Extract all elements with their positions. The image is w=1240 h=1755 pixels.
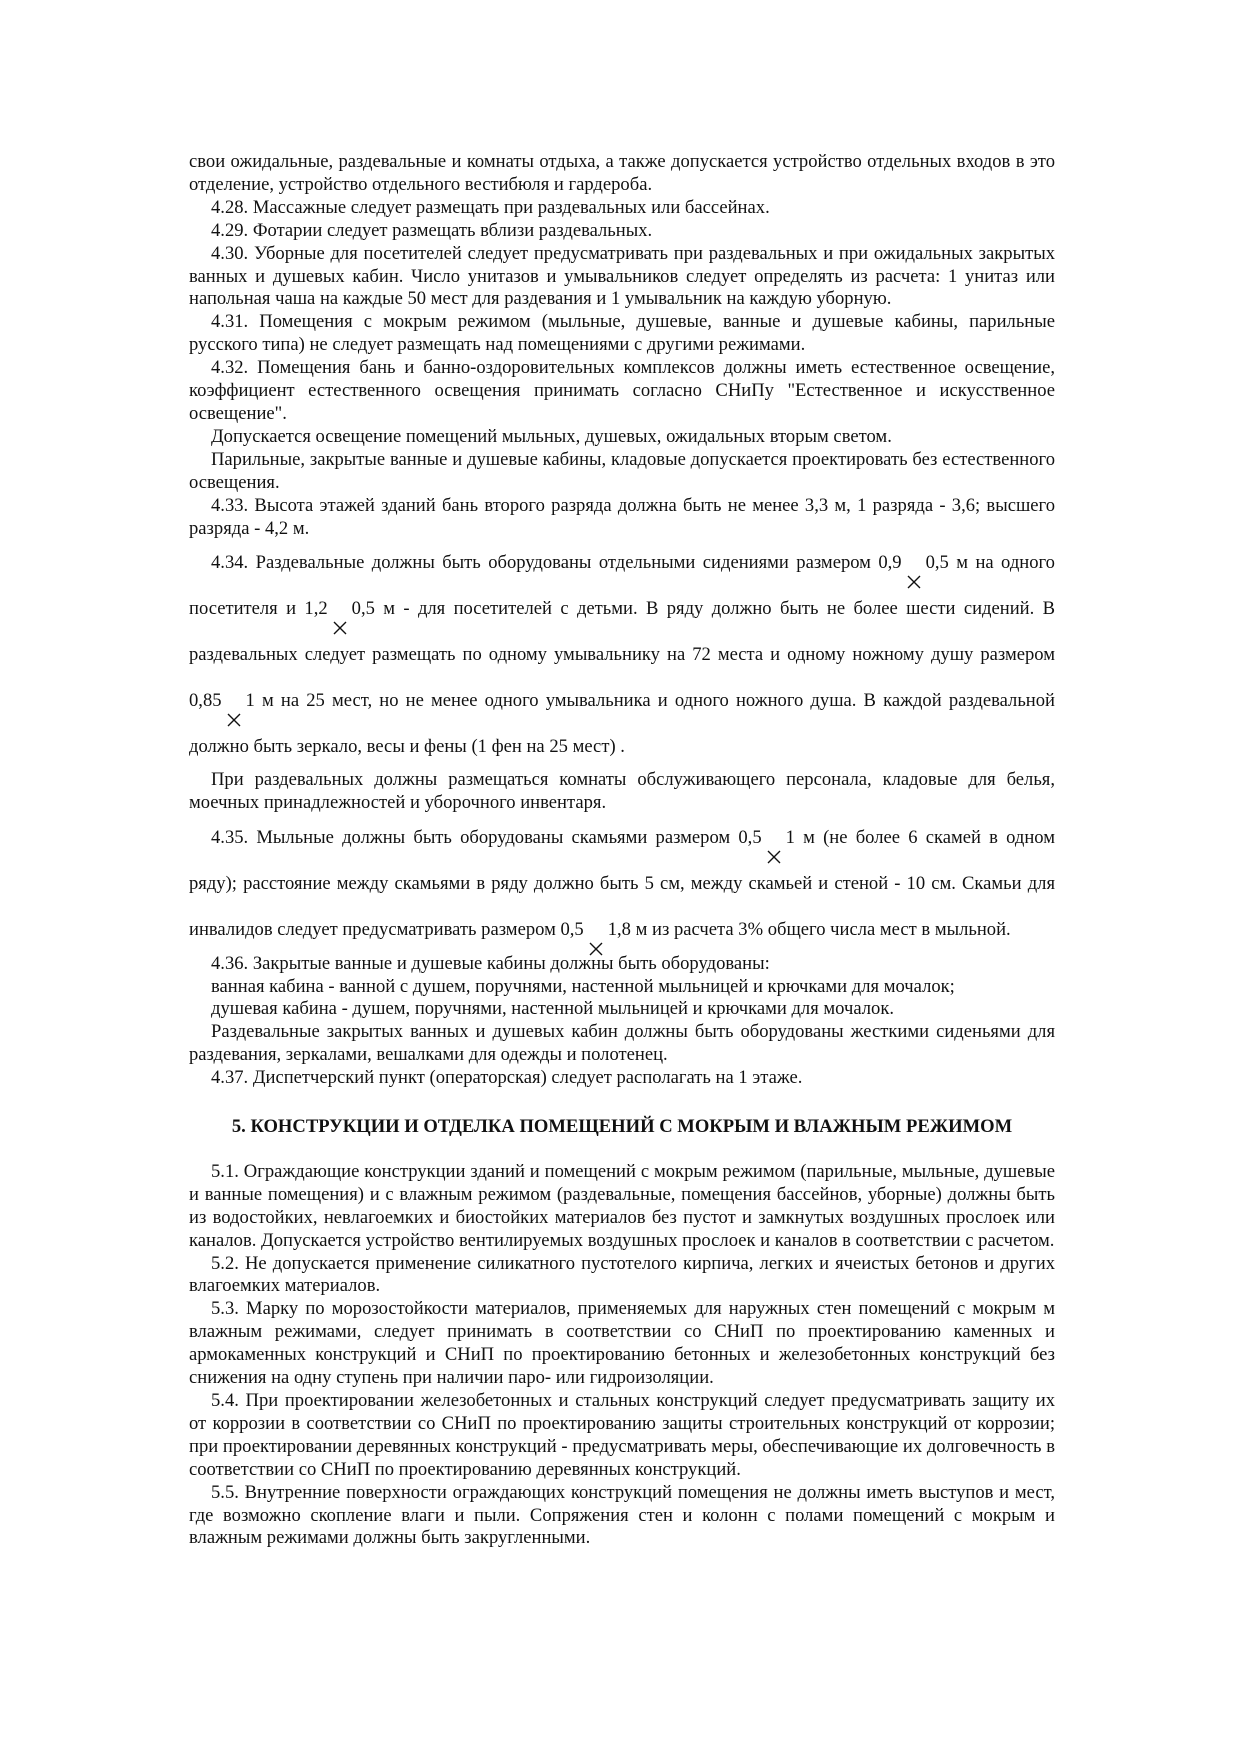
multiplication-sign-icon — [584, 934, 608, 935]
paragraph-no-natural-light: Парильные, закрытые ванные и душевые кабины, кладовые допускается проектировать без естественного освещения. — [189, 448, 1055, 493]
paragraph-second-light: Допускается освещение помещений мыльных, душевых, ожидальных вторым светом. — [211, 425, 892, 447]
multiplication-sign-icon — [328, 613, 352, 614]
paragraph-4-31: 4.31. Помещения с мокрым режимом (мыльные, душевые, ванные и душевые кабины, парильные русского типа) не следует размещать над помещениями с другими режимами. — [189, 311, 1055, 356]
paragraph-4-35-part-2: 1 м (не более 6 скамей в одном ряду); расстояние между скамьями в ряду должно быть 5 см, между скамьей и стеной - 10 см. Скамьи для инвалидов следует предусматривать размером 0,5 — [189, 827, 1055, 940]
paragraph-4-35-part-1: 4.35. Мыльные должны быть оборудованы скамьями размером 0,5 — [211, 827, 762, 849]
paragraph-5-4: 5.4. При проектировании железобетонных и стальных конструкций следует предусматривать защиту их от коррозии в соответствии со СНиП по проектированию защиты строительных конструкций от коррозии; при проектировании деревянных конструкций - предусматривать меры, обеспечивающие их долговечность в соответствии со СНиП по проектированию деревянных конструкций. — [189, 1390, 1055, 1480]
document-page — [189, 151, 1055, 1550]
paragraph-4-33: 4.33. Высота этажей зданий бань второго разряда должна быть не менее 3,3 м, 1 разряда - 3,6; высшего разряда - 4,2 м. — [189, 494, 1055, 539]
paragraph-continuation: свои ожидальные, раздевальные и комнаты отдыха, а также допускается устройство отдельных входов в это отделение, устройство отдельного вестибюля и гардероба. — [189, 151, 1055, 195]
paragraph-shower-cabin: душевая кабина - душем, поручнями, настенной мыльницей и крючками для мочалок. — [211, 998, 895, 1020]
paragraph-4-29: 4.29. Фотарии следует размещать вблизи раздевальных. — [211, 219, 653, 241]
paragraph-bath-cabin: ванная кабина - ванной с душем, поручнями, настенной мыльницей и крючками для мочалок; — [211, 975, 955, 997]
paragraph-4-28: 4.28. Массажные следует размещать при раздевальных или бассейнах. — [211, 196, 770, 218]
paragraph-4-34-part-1: 4.34. Раздевальные должны быть оборудованы отдельными сидениями размером 0,9 — [211, 552, 902, 574]
section-heading: 5. КОНСТРУКЦИИ И ОТДЕЛКА ПОМЕЩЕНИЙ С МОКРЫМ И ВЛАЖНЫМ РЕЖИМОМ — [231, 1116, 1013, 1138]
multiplication-sign-icon — [762, 842, 786, 843]
paragraph-5-3: 5.3. Марку по морозостойкости материалов, применяемых для наружных стен помещений с мокрым м влажным режимами, следует принимать в соответствии со СНиП по проектированию каменных и армокаменных конструкций и СНиП по проектированию бетонных и железобетонных конструкций без снижения на одну ступень при наличии паро- или гидроизоляции. — [189, 1298, 1055, 1389]
paragraph-4-30: 4.30. Уборные для посетителей следует предусматривать при раздевальных и при ожидальных закрытых ванных и душевых кабин. Число унитазов и умывальников следует определять из расчета: 1 унитаз или напольная чаша на каждые 50 мест для раздевания и 1 умывальник на каждую уборную. — [189, 242, 1055, 310]
paragraph-5-5: 5.5. Внутренние поверхности ограждающих конструкций помещения не должны иметь выступов и мест, где возможно скопление влаги и пыли. Сопряжения стен и колонн с полами помещений с мокрым и влажным режимами должны быть закругленными. — [189, 1481, 1055, 1549]
paragraph-cabin-dressing: Раздевальные закрытых ванных и душевых кабин должны быть оборудованы жесткими сиденьями для раздевания, зеркалами, вешалками для одежды и полотенец. — [189, 1021, 1055, 1066]
paragraph-4-35-part-3: 1,8 м из расчета 3% общего числа мест в мыльной. — [607, 918, 1011, 940]
paragraph-4-34-part-3: 0,5 м - для посетителей с детьми. В ряду должно быть не более шести сидений. В раздевальных следует размещать по одному умывальнику на 72 места и одному ножному душу размером 0,85 — [189, 598, 1056, 711]
multiplication-sign-icon — [222, 705, 246, 706]
paragraph-4-34-part-2: 0,5 м на одного посетителя и 1,2 — [189, 552, 1055, 620]
paragraph-staff-rooms: При раздевальных должны размещаться комнаты обслуживающего персонала, кладовые для белья, моечных принадлежностей и уборочного инвентаря. — [189, 769, 1055, 814]
paragraph-4-34 — [189, 540, 1055, 769]
paragraph-4-34-part-4: 1 м на 25 мест, но не менее одного умывальника и одного ножного душа. В каждой раздевальной должно быть зеркало, весы и фены (1 фен на 25 мест) . — [189, 689, 1055, 757]
paragraph-5-2: 5.2. Не допускается применение силикатного пустотелого кирпича, легких и ячеистых бетонов и других влагоемких материалов. — [189, 1252, 1055, 1297]
paragraph-4-37: 4.37. Диспетчерский пункт (операторская) следует располагать на 1 этаже. — [211, 1067, 803, 1089]
paragraph-4-32: 4.32. Помещения бань и банно-оздоровительных комплексов должны иметь естественное освещение, коэффициент естественного освещения принимать согласно СНиПу "Естественное и искусственное освещение". — [189, 357, 1055, 424]
paragraph-5-1: 5.1. Ограждающие конструкции зданий и помещений с мокрым режимом (парильные, мыльные, душевые и ванные помещения) и с влажным режимом (раздевальные, помещения бассейнов, уборные) должны быть из водостойких, невлагоемких и биостойких материалов без пустот и замкнутых воздушных прослоек или каналов. Допускается устройство вентилируемых воздушных прослоек и каналов в соответствии с расчетом. — [189, 1160, 1055, 1251]
paragraph-4-36: 4.36. Закрытые ванные и душевые кабины должны быть оборудованы: — [211, 952, 770, 974]
paragraph-4-35 — [189, 815, 1055, 952]
multiplication-sign-icon — [902, 567, 926, 568]
